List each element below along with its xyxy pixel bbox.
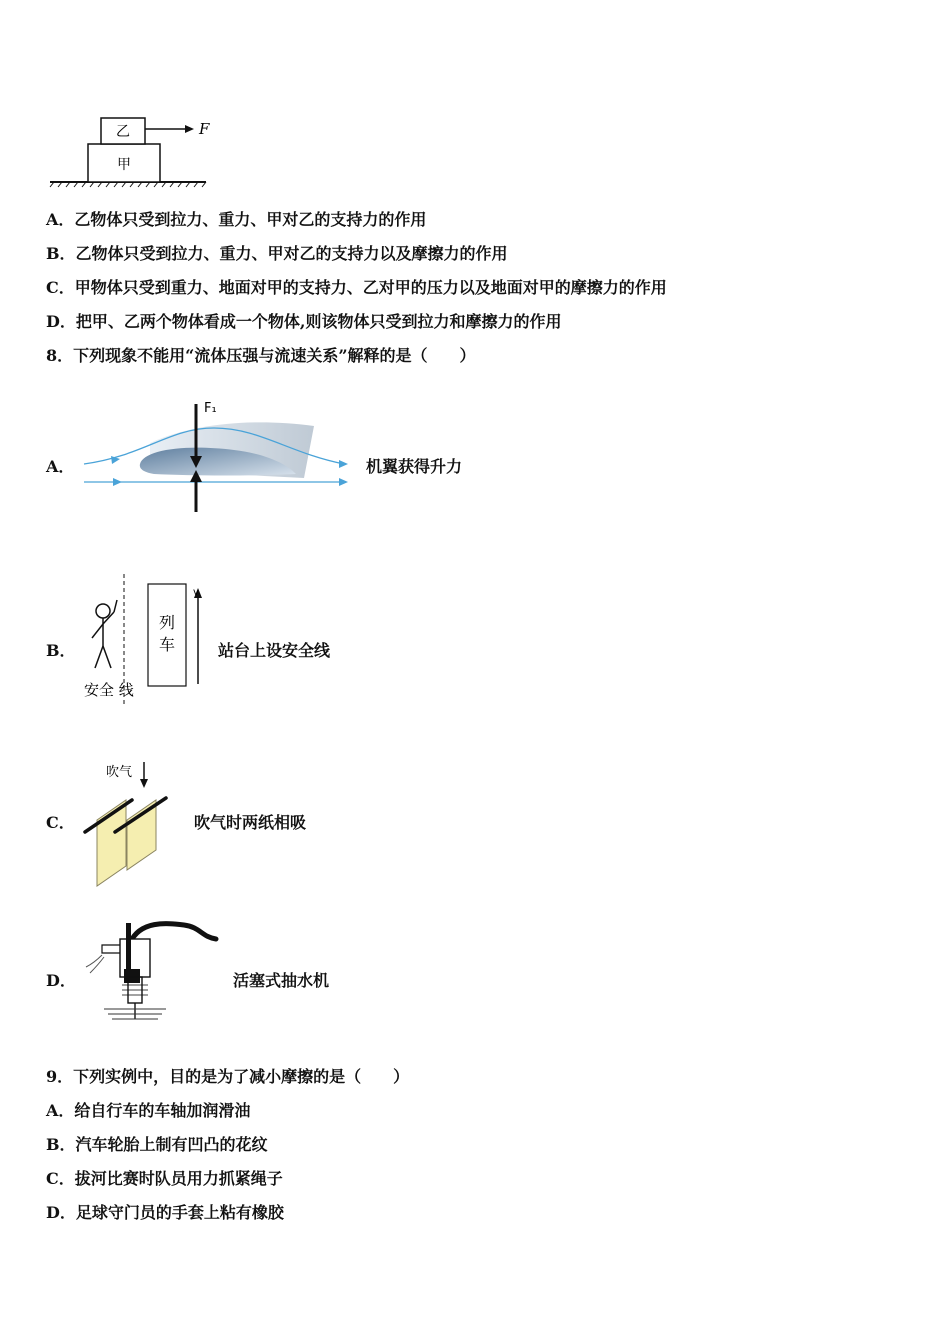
q7-blocks-figure — [48, 112, 228, 190]
q7-option-d: D．把甲、乙两个物体看成一个物体,则该物体只受到拉力和摩擦力的作用 — [46, 312, 562, 331]
force-f1-label: F₁ — [204, 401, 217, 416]
q8-option-b-caption: 站台上设安全线 — [218, 641, 331, 660]
force-arrow-icon — [185, 125, 194, 133]
q7-option-c: C．甲物体只受到重力、地面对甲的支持力、乙对甲的压力以及地面对甲的摩擦力的作用 — [46, 278, 667, 297]
q7-option-a: A．乙物体只受到拉力、重力、甲对乙的支持力的作用 — [46, 210, 427, 229]
q8-option-a-label: A． — [46, 457, 75, 476]
q8-stem: 8．下列现象不能用“流体压强与流速关系”解释的是（ ） — [46, 346, 476, 365]
safety-line-label: 安全 线 — [84, 681, 134, 699]
q8-option-c-label: C． — [46, 813, 75, 832]
q8-option-d-label: D． — [46, 971, 76, 990]
q9-option-d: D．足球守门员的手套上粘有橡胶 — [46, 1203, 284, 1222]
wing-lift-figure — [84, 398, 354, 514]
velocity-label: v — [193, 587, 199, 598]
blow-arrow-icon — [140, 779, 148, 788]
block-jia-label: 甲 — [117, 157, 131, 173]
q9-option-a: A．给自行车的车轴加润滑油 — [46, 1101, 251, 1120]
train-char-2: 车 — [158, 635, 176, 654]
q7-option-b: B．乙物体只受到拉力、重力、甲对乙的支持力以及摩擦力的作用 — [46, 244, 508, 263]
platform-safety-line-figure — [82, 572, 212, 707]
q8-option-c-caption: 吹气时两纸相吸 — [194, 813, 307, 832]
q8-option-d-caption: 活塞式抽水机 — [233, 971, 330, 990]
force-label: F — [199, 120, 210, 138]
q9-option-b: B．汽车轮胎上制有凹凸的花纹 — [46, 1135, 268, 1154]
block-yi-label: 乙 — [116, 124, 130, 140]
q8-option-a-caption: 机翼获得升力 — [366, 457, 463, 476]
q9-option-c: C．拔河比赛时队员用力抓紧绳子 — [46, 1169, 283, 1188]
train-char-1: 列 — [158, 613, 176, 632]
blowing-papers-figure — [80, 758, 180, 890]
q9-stem: 9．下列实例中，目的是为了减小摩擦的是（ ） — [46, 1067, 410, 1086]
blow-label: 吹气 — [106, 765, 133, 780]
piston-pump-figure — [82, 915, 222, 1025]
q8-option-b-label: B． — [46, 641, 76, 660]
